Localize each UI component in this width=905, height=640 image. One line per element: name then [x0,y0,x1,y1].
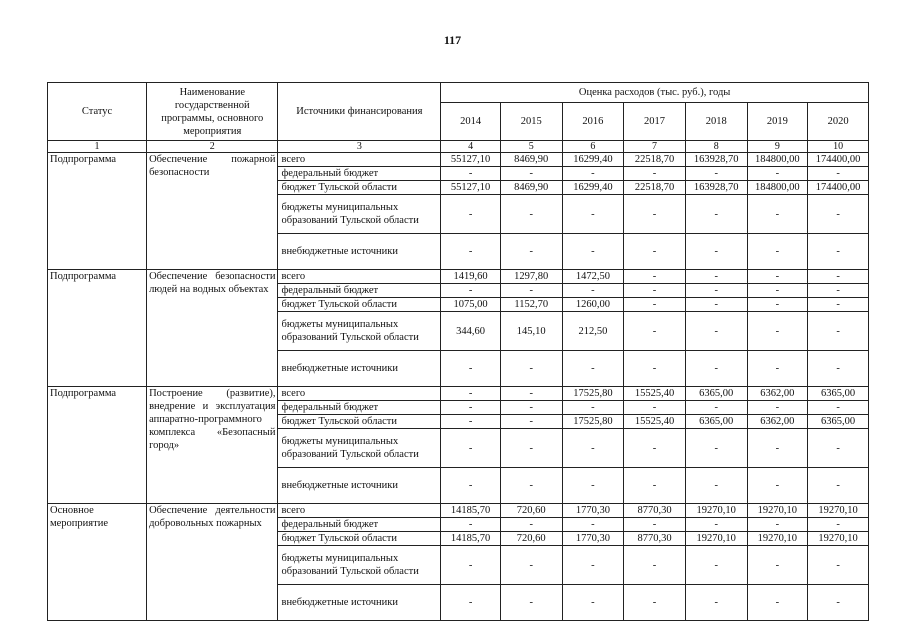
expense-value: - [500,585,562,621]
year-header: 2017 [624,103,686,141]
row-status: Подпрограмма [48,270,147,387]
expense-value: 6365,00 [808,387,869,401]
expense-value: 19270,10 [808,532,869,546]
column-number: 2 [147,141,278,153]
year-header: 2014 [441,103,501,141]
expense-value: - [441,284,501,298]
expense-value: - [562,518,624,532]
expense-value: - [562,234,624,270]
expense-value: 16299,40 [562,181,624,195]
column-number: 8 [685,141,747,153]
expense-value: - [624,468,686,504]
expense-value: - [500,284,562,298]
expense-value: 163928,70 [685,181,747,195]
expense-value: - [500,401,562,415]
expense-value: 1770,30 [562,532,624,546]
header-expenses: Оценка расходов (тыс. руб.), годы [441,83,869,103]
expense-value: 19270,10 [747,532,808,546]
expense-value: - [685,468,747,504]
table-row [48,387,869,401]
expense-value: - [747,401,808,415]
expense-value: 8770,30 [624,532,686,546]
expense-value: - [685,284,747,298]
column-number: 7 [624,141,686,153]
year-header: 2015 [500,103,562,141]
row-status: Подпрограмма [48,153,147,270]
funding-source: внебюджетные источники [278,234,441,270]
expense-value: - [747,167,808,181]
expense-value: - [441,468,501,504]
funding-source: бюджет Тульской области [278,298,441,312]
row-status: Подпрограмма [48,387,147,504]
column-number: 1 [48,141,147,153]
row-status: Основное мероприятие [48,504,147,621]
funding-source: федеральный бюджет [278,518,441,532]
expense-value: 6365,00 [685,387,747,401]
expense-value: 55127,10 [441,153,501,167]
column-numbers-row [48,141,869,153]
expense-value: 1472,50 [562,270,624,284]
expense-value: - [500,518,562,532]
row-program-name: Обеспечение пожарной безопасности [147,153,278,270]
funding-source: внебюджетные источники [278,585,441,621]
expense-value: - [808,351,869,387]
funding-source: бюджеты муниципальных образований Тульской области [278,312,441,351]
header-sources: Источники финансирования [278,83,441,141]
table-body [48,153,869,621]
funding-source: внебюджетные источники [278,351,441,387]
expense-value: - [808,585,869,621]
funding-source: федеральный бюджет [278,401,441,415]
expense-value: 145,10 [500,312,562,351]
expense-value: - [685,195,747,234]
row-program-name: Обеспечение безопасности людей на водных объектах [147,270,278,387]
expense-value: - [747,298,808,312]
expense-value: - [500,195,562,234]
expense-value: 720,60 [500,532,562,546]
expense-value: 1297,80 [500,270,562,284]
expense-value: 1152,70 [500,298,562,312]
expense-value: 163928,70 [685,153,747,167]
expense-value: - [747,270,808,284]
expense-value: - [624,312,686,351]
expense-value: - [562,585,624,621]
year-header: 2016 [562,103,624,141]
expense-value: - [562,195,624,234]
column-number: 9 [747,141,808,153]
column-number: 10 [808,141,869,153]
expense-value: 8469,90 [500,181,562,195]
expense-value: - [624,270,686,284]
expense-value: - [441,167,501,181]
table-row [48,504,869,518]
expense-value: - [747,585,808,621]
column-number: 3 [278,141,441,153]
expense-value: 6365,00 [685,415,747,429]
expense-value: 6362,00 [747,415,808,429]
expense-value: 55127,10 [441,181,501,195]
table-row [48,153,869,167]
expense-value: - [747,518,808,532]
expense-value: - [808,284,869,298]
expense-value: - [500,167,562,181]
expense-value: 19270,10 [747,504,808,518]
row-program-name: Построение (развитие), внедрение и эксплуатация аппаратно-программного комплекса «Безопасный город» [147,387,278,504]
expense-value: - [685,312,747,351]
header-row [48,83,869,103]
expense-value: - [685,429,747,468]
expense-value: - [685,518,747,532]
expense-value: - [808,234,869,270]
expense-value: - [441,234,501,270]
expense-value: 1260,00 [562,298,624,312]
expense-value: - [441,429,501,468]
table-row [48,270,869,284]
funding-source: всего [278,387,441,401]
expense-value: - [624,585,686,621]
year-header: 2019 [747,103,808,141]
funding-source: бюджет Тульской области [278,415,441,429]
expense-value: - [441,518,501,532]
expense-value: - [685,351,747,387]
funding-source: бюджеты муниципальных образований Тульской области [278,429,441,468]
expense-value: - [441,351,501,387]
expense-value: - [685,298,747,312]
expense-value: 19270,10 [685,504,747,518]
header-status: Статус [48,83,147,141]
expense-value: 1075,00 [441,298,501,312]
expense-value: - [808,312,869,351]
expense-value: - [500,546,562,585]
page-number: 117 [443,33,462,47]
expense-value: - [562,429,624,468]
expense-value: 174400,00 [808,181,869,195]
expense-value: - [441,195,501,234]
funding-source: бюджет Тульской области [278,532,441,546]
header-name: Наименование государственной программы, основного мероприятия [147,83,278,141]
expense-value: - [624,298,686,312]
funding-source: всего [278,153,441,167]
column-number: 4 [441,141,501,153]
expense-value: - [500,415,562,429]
expense-value: 14185,70 [441,532,501,546]
expense-value: - [441,401,501,415]
expense-value: - [562,401,624,415]
expense-value: 14185,70 [441,504,501,518]
expense-value: - [747,351,808,387]
year-header: 2018 [685,103,747,141]
expense-value: - [685,585,747,621]
expense-value: - [441,546,501,585]
expense-value: 16299,40 [562,153,624,167]
expense-value: - [500,351,562,387]
expense-value: 17525,80 [562,415,624,429]
expense-value: 212,50 [562,312,624,351]
expense-value: - [747,284,808,298]
expenses-table [47,82,869,621]
expense-value: - [562,351,624,387]
expense-value: 174400,00 [808,153,869,167]
funding-source: федеральный бюджет [278,284,441,298]
expense-value: - [562,468,624,504]
expense-value: 15525,40 [624,387,686,401]
expense-value: 17525,80 [562,387,624,401]
expense-value: - [624,518,686,532]
expense-value: - [685,401,747,415]
expense-value: - [747,468,808,504]
expense-value: - [562,284,624,298]
expense-value: 1419,60 [441,270,501,284]
expense-value: - [624,401,686,415]
expense-value: 6362,00 [747,387,808,401]
expense-value: - [624,195,686,234]
expense-value: - [624,234,686,270]
expense-value: - [685,546,747,585]
expense-value: 184800,00 [747,181,808,195]
funding-source: федеральный бюджет [278,167,441,181]
funding-source: бюджет Тульской области [278,181,441,195]
funding-source: всего [278,504,441,518]
expense-value: - [808,270,869,284]
expense-value: 1770,30 [562,504,624,518]
expense-value: 19270,10 [808,504,869,518]
expense-value: 8770,30 [624,504,686,518]
expense-value: - [685,234,747,270]
expense-value: - [808,429,869,468]
column-number: 5 [500,141,562,153]
expense-value: - [562,167,624,181]
year-header: 2020 [808,103,869,141]
funding-source: бюджеты муниципальных образований Тульской области [278,195,441,234]
expense-value: - [562,546,624,585]
column-number: 6 [562,141,624,153]
expense-value: - [624,167,686,181]
expense-value: - [808,468,869,504]
expense-value: - [747,312,808,351]
expense-value: 8469,90 [500,153,562,167]
expense-value: - [747,234,808,270]
expense-value: - [441,387,501,401]
expense-value: 19270,10 [685,532,747,546]
funding-source: всего [278,270,441,284]
expense-value: 22518,70 [624,153,686,167]
expense-value: - [808,195,869,234]
expense-value: 6365,00 [808,415,869,429]
expense-value: - [624,429,686,468]
expense-value: 15525,40 [624,415,686,429]
expense-value: - [624,351,686,387]
expense-value: - [500,387,562,401]
expense-value: - [441,585,501,621]
expense-value: - [808,167,869,181]
expense-value: - [808,518,869,532]
expense-value: 184800,00 [747,153,808,167]
expense-value: - [747,195,808,234]
expense-value: - [624,546,686,585]
expense-value: - [500,234,562,270]
expense-value: - [500,429,562,468]
expense-value: - [747,429,808,468]
expense-value: - [808,401,869,415]
funding-source: бюджеты муниципальных образований Тульской области [278,546,441,585]
row-program-name: Обеспечение деятельности добровольных пожарных [147,504,278,621]
expense-value: - [441,415,501,429]
expense-value: - [747,546,808,585]
expense-value: - [685,270,747,284]
funding-source: внебюджетные источники [278,468,441,504]
expense-value: 344,60 [441,312,501,351]
expense-value: - [808,298,869,312]
expense-value: - [500,468,562,504]
expense-value: - [808,546,869,585]
expense-value: - [685,167,747,181]
expense-value: 22518,70 [624,181,686,195]
expense-value: - [624,284,686,298]
expense-value: 720,60 [500,504,562,518]
